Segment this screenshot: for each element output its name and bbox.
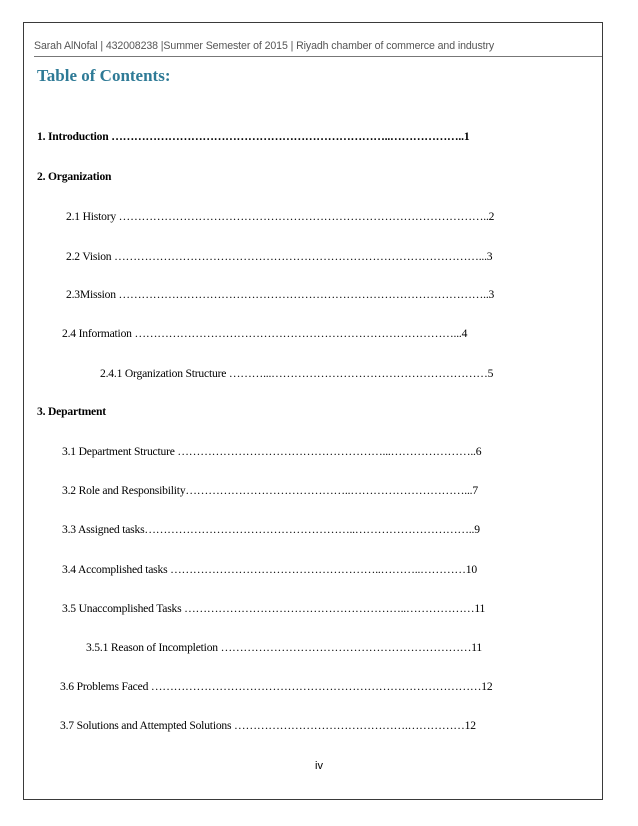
running-header: Sarah AlNofal | 432008238 |Summer Semester of 2015 | Riyadh chamber of commerce and industry [34, 40, 495, 52]
toc-entry-problems-faced[interactable]: 3.6 Problems Faced ……………………………………………………………………………12 [60, 680, 493, 693]
toc-entry-reason-incompletion[interactable]: 3.5.1 Reason of Incompletion …………………………………………………………11 [86, 641, 483, 654]
toc-entry-accomplished-tasks[interactable]: 3.4 Accomplished tasks ………………………………………………..………..…………10 [62, 563, 477, 576]
toc-entry-introduction[interactable]: 1. Introduction ………………………………………………………………..………………..1 [37, 130, 470, 143]
header-divider [34, 56, 602, 57]
toc-entry-information[interactable]: 2.4 Information …………………………………………………………………………...4 [62, 327, 468, 340]
page-title: Table of Contents: [37, 66, 171, 85]
toc-entry-unaccomplished-tasks[interactable]: 3.5 Unaccomplished Tasks …………………………………………………..………………11 [62, 602, 486, 615]
toc-entry-department-structure[interactable]: 3.1 Department Structure ………………………………………………...…………………..6 [62, 445, 482, 458]
toc-entry-mission[interactable]: 2.3Mission ……………………………………………………………………………………..3 [66, 288, 495, 301]
toc-entry-solutions[interactable]: 3.7 Solutions and Attempted Solutions ……………………………………….……………12 [60, 719, 476, 732]
toc-section-department[interactable]: 3. Department [37, 405, 106, 418]
toc-entry-history[interactable]: 2.1 History ……………………………………………………………………………………..2 [66, 210, 495, 223]
toc-section-organization[interactable]: 2. Organization [37, 170, 112, 183]
toc-entry-organization-structure[interactable]: 2.4.1 Organization Structure ………...…………………………………………………5 [100, 367, 494, 380]
toc-entry-role-responsibility[interactable]: 3.2 Role and Responsibility……………………………………..…………………………...7 [62, 484, 478, 497]
page-number: iv [315, 760, 323, 772]
toc-entry-assigned-tasks[interactable]: 3.3 Assigned tasks………………………………………………..…………………………..9 [62, 523, 480, 536]
toc-entry-vision[interactable]: 2.2 Vision ……………………………………………………………………………………...3 [66, 250, 493, 263]
